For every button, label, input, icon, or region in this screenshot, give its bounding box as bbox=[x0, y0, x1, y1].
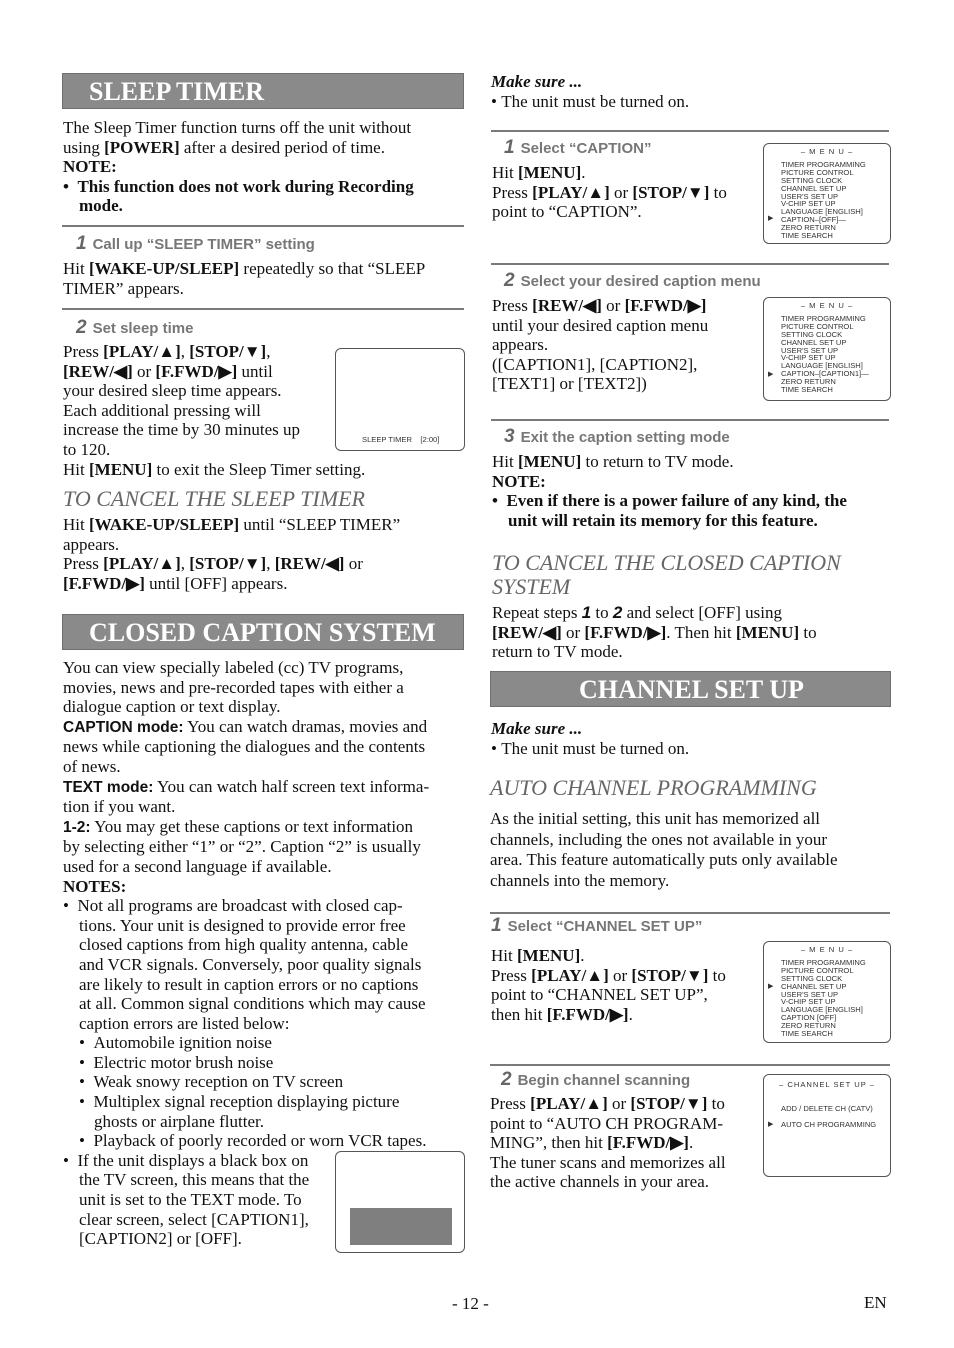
channel-set-up-title: CHANNEL SET UP bbox=[579, 675, 804, 704]
divider bbox=[62, 225, 464, 227]
list-item: • Weak snowy reception on TV screen bbox=[79, 1072, 344, 1092]
list-item: • Automobile ignition noise bbox=[79, 1033, 272, 1053]
caption-step2-text: Press [REW/◀] or [F.FWD/▶] until your desired caption menu appears. ([CAPTION1], [CAPTION2], [TEXT1] or [TEXT2]) bbox=[492, 296, 709, 394]
pointer-arrow-icon: ▶ bbox=[768, 983, 774, 990]
auto-channel-text: As the initial setting, this unit has memorized all channels, including the ones not available in your area. This feature automatically puts only available channels into the memory. bbox=[490, 809, 838, 890]
list-item: • Electric motor brush noise bbox=[79, 1052, 274, 1072]
sleep-step1-text: Hit [WAKE-UP/SLEEP] repeatedly so that “SLEEP TIMER” appears. bbox=[63, 259, 426, 298]
caption-step3-text: Hit [MENU] to return to TV mode. NOTE: • Even if there is a power failure of any kind, the unit will retain its memory for this feature. bbox=[492, 452, 890, 530]
channel-step2-heading: 2 Begin channel scanning bbox=[501, 1069, 691, 1090]
divider bbox=[491, 130, 889, 132]
sleep-note-label: NOTE: bbox=[63, 157, 117, 177]
pointer-arrow-icon: ▶ bbox=[768, 1121, 774, 1128]
sleep-step1-heading: 1 Call up “SLEEP TIMER” setting bbox=[76, 233, 315, 254]
closed-caption-banner bbox=[62, 614, 464, 650]
cancel-caption-heading: TO CANCEL THE CLOSED CAPTION SYSTEM bbox=[492, 550, 841, 599]
divider bbox=[490, 1064, 890, 1066]
closed-caption-title: CLOSED CAPTION SYSTEM bbox=[89, 618, 436, 647]
notes-item: • If the unit displays a black box on bbox=[63, 1150, 309, 1170]
caption-make-sure: Make sure ... • The unit must be turned on. bbox=[491, 72, 690, 111]
sleep-step2-heading: 2 Set sleep time bbox=[76, 317, 194, 338]
menu-list: TIMER PROGRAMMING PICTURE CONTROL SETTING CLOCK CHANNEL SET UP USER'S SET UP V-CHIP SET UP LANGUAGE [ENGLISH] CAPTION–[CAPTION1]— ZERO RETURN TIME SEARCH bbox=[781, 313, 869, 395]
channel-step2-text: Press [PLAY/▲] or [STOP/▼] to point to “AUTO CH PROGRAM- MING”, then hit [F.FWD/▶]. The tuner scans and memorizes all the active channels in your area. bbox=[490, 1094, 726, 1192]
closed-caption-body: You can view specially labeled (cc) TV programs, movies, news and pre-recorded tapes with either a dialogue caption or text display. CAPTION mode: You can watch dramas, movies and news while captioning the dialogues and the contents of news. TEXT mode: You can watch half screen text informa- tion if you want. 1-2: You may get these captions or text information by selecting either “1” or “2”. Caption “2” is usually used for a second language if available. NOTES: • Not all programs are broadcast with closed cap- tions. Your unit is designed to provide error free closed captions from high quality antenna, cable and VCR signals. Conversely, poor quality signals are likely to result in caption errors or no captions at all. Common signal conditions which may cause caption errors are listed below: • Automobile ignition noise • Electric motor brush noise • Weak snowy reception on TV screen • Multiplex signal reception displaying picture ghosts or airplane flutter. • Playback of poorly recorded or worn VCR tapes. • If the unit displays a black box on the TV screen, this means that the unit is set to the TEXT mode. To clear screen, select [CAPTION1], [CAPTION2] or [OFF]. bbox=[63, 658, 465, 1249]
sleep-timer-title: SLEEP TIMER bbox=[89, 77, 265, 106]
text-mode-screen bbox=[335, 1151, 465, 1253]
caption-step3-heading: 3 Exit the caption setting mode bbox=[504, 426, 730, 447]
sleep-timer-screen-text: SLEEP TIMER [2:00] bbox=[362, 435, 440, 444]
channel-set-up-screen: – CHANNEL SET UP – ADD / DELETE CH (CATV) AUTO CH PROGRAMMING ▶ bbox=[763, 1074, 891, 1177]
caption-step2-heading: 2 Select your desired caption menu bbox=[504, 270, 761, 291]
cancel-sleep-text: Hit [WAKE-UP/SLEEP] until “SLEEP TIMER” appears. Press [PLAY/▲], [STOP/▼], [REW/◀] or [F.FWD/▶] until [OFF] appears. bbox=[63, 515, 401, 593]
notes-item: • Not all programs are broadcast with closed cap- bbox=[63, 896, 403, 916]
caption-note: • Even if there is a power failure of any kind, the bbox=[492, 491, 847, 511]
divider bbox=[62, 308, 464, 310]
language-label: EN bbox=[864, 1293, 887, 1312]
channel-set-up-banner bbox=[490, 671, 891, 707]
pointer-arrow-icon: ▶ bbox=[768, 371, 774, 378]
pointer-arrow-icon: ▶ bbox=[768, 215, 774, 222]
auto-channel-heading: AUTO CHANNEL PROGRAMMING bbox=[490, 775, 817, 800]
menu-list: TIMER PROGRAMMING PICTURE CONTROL SETTING CLOCK CHANNEL SET UP USER'S SET UP V-CHIP SET UP LANGUAGE [ENGLISH] CAPTION–[OFF]— ZERO RETURN TIME SEARCH bbox=[781, 159, 866, 241]
channel-make-sure: Make sure ... • The unit must be turned on. bbox=[491, 719, 690, 758]
cancel-caption-text: Repeat steps 1 to 2 and select [OFF] using [REW/◀] or [F.FWD/▶]. Then hit [MENU] to return to TV mode. bbox=[492, 603, 817, 662]
list-item: • Multiplex signal reception displaying picture bbox=[79, 1092, 400, 1112]
sleep-note: • This function does not work during Recording bbox=[63, 176, 414, 196]
cancel-sleep-heading: TO CANCEL THE SLEEP TIMER bbox=[63, 486, 365, 511]
channel-step1-text: Hit [MENU]. Press [PLAY/▲] or [STOP/▼] to point to “CHANNEL SET UP”, then hit [F.FWD/▶]. bbox=[491, 946, 726, 1024]
sleep-step2-text: Press [PLAY/▲], [STOP/▼], [REW/◀] or [F.FWD/▶] until your desired sleep time appears. Each additional pressing will increase the time by 30 minutes up to 120. Hit [MENU] to exit the Sleep Timer setting. bbox=[63, 342, 366, 479]
sleep-timer-screen bbox=[335, 348, 465, 451]
caption-step1-text: Hit [MENU]. Press [PLAY/▲] or [STOP/▼] to point to “CAPTION”. bbox=[492, 163, 727, 222]
divider bbox=[491, 419, 889, 421]
black-box bbox=[350, 1208, 452, 1245]
divider bbox=[491, 263, 889, 265]
menu-item-add-delete: ADD / DELETE CH (CATV) bbox=[781, 1104, 873, 1113]
menu-screen-caption: – M E N U – TIMER PROGRAMMING PICTURE CONTROL SETTING CLOCK CHANNEL SET UP USER'S SET UP V-CHIP SET UP LANGUAGE [ENGLISH] CAPTION–[OFF]— ZERO RETURN TIME SEARCH ▶ bbox=[763, 143, 891, 244]
menu-list: TIMER PROGRAMMING PICTURE CONTROL SETTING CLOCK CHANNEL SET UP USER'S SET UP V-CHIP SET UP LANGUAGE [ENGLISH] CAPTION [OFF] ZERO RETURN TIME SEARCH bbox=[781, 957, 866, 1039]
menu-screen-caption-select: – M E N U – TIMER PROGRAMMING PICTURE CONTROL SETTING CLOCK CHANNEL SET UP USER'S SET UP V-CHIP SET UP LANGUAGE [ENGLISH] CAPTION–[CAPTION1]— ZERO RETURN TIME SEARCH ▶ bbox=[763, 297, 891, 401]
sleep-timer-banner bbox=[62, 73, 464, 109]
channel-step1-heading: 1 Select “CHANNEL SET UP” bbox=[491, 915, 703, 936]
caption-step1-heading: 1 Select “CAPTION” bbox=[504, 137, 652, 158]
menu-item-auto-ch: AUTO CH PROGRAMMING bbox=[781, 1120, 877, 1129]
sleep-timer-intro: The Sleep Timer function turns off the unit without using [POWER] after a desired period of time. NOTE: • This function does not work during Recording mode. bbox=[63, 118, 463, 216]
page-number: - 12 - bbox=[452, 1294, 489, 1313]
menu-screen-channel: – M E N U – TIMER PROGRAMMING PICTURE CONTROL SETTING CLOCK CHANNEL SET UP USER'S SET UP V-CHIP SET UP LANGUAGE [ENGLISH] CAPTION [OFF] ZERO RETURN TIME SEARCH ▶ bbox=[763, 941, 891, 1043]
divider bbox=[490, 912, 890, 914]
list-item: • Playback of poorly recorded or worn VCR tapes. bbox=[79, 1131, 427, 1151]
